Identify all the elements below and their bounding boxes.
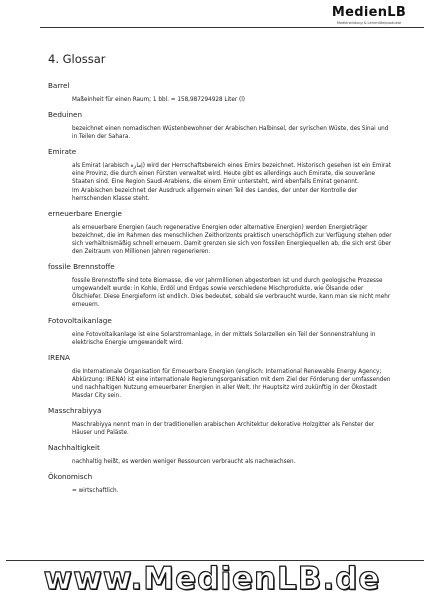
definition-text: = wirtschaftlich.	[72, 488, 119, 495]
glossary-term-fotovoltaikanlage: Fotovoltaikanlage	[48, 315, 112, 325]
definition-text: die Internationale Organisation für Erneuerbare Energien (englisch: International Renewable Energy Agency; Abkürzung: IRENA) ist eine internationale Regierungsorganisation mit dem Ziel der Förderung der umfassenden und nachhaltigen Nutzung erneuerbarer Energien in aller Welt. Ihr Hauptsitz wird zukünftig in der Ökostadt Masdar City sein.	[72, 368, 391, 399]
definition-text: fossile Brennstoffe sind tote Biomasse, die vor Jahrmillionen abgestorben ist und durch geologische Prozesse umgewandelt wurde: in Kohle, Erdöl und Erdgas sowie verschiedene Mischprodukte, wie Ölsande oder Ölschiefer. Diese Energieform ist endlich. Dies bedeutet, sobald sie verbraucht wurde, kann man sie nicht mehr erneuern.	[72, 278, 391, 309]
glossary-definition-irena	[72, 368, 392, 400]
glossary-definition-erneuerbare-energie	[72, 224, 392, 256]
glossary-term-fossile-brennstoffe: fossile Brennstoffe	[48, 262, 115, 272]
logo	[328, 6, 410, 26]
footer	[0, 562, 424, 600]
glossary	[48, 52, 392, 501]
glossary-term-oekonomisch: Ökonomisch	[48, 472, 93, 482]
glossary-definition-fotovoltaikanlage	[72, 331, 392, 347]
glossary-term-beduinen: Beduinen	[48, 110, 83, 120]
glossary-definition-fossile-brennstoffe	[72, 277, 392, 309]
glossary-term-nachhaltigkeit: Nachhaltigkeit	[48, 443, 100, 453]
definition-text: Maschrabiyya nennt man in der traditionellen arabischen Architektur dekorative Holzgitter als Fenster der Häuser und Paläste.	[72, 422, 375, 437]
glossary-term-masschrabiyya: Masschrabiyya	[48, 406, 102, 416]
definition-text: als Emirat (arabisch إمارة) wird der Herrschaftsbereich eines Emirs bezeichnet. Historisch gesehen ist ein Emirat eine Provinz, die durch einen Fürsten verwaltet wird. Heute gibt es allerdings auch Emirate, die souveräne Staaten sind. Eine Region Saudi-Arabiens, die einem Emir untersteht, wird ebenfalls Emirat genannt.	[72, 163, 391, 186]
definition-text: bezeichnet einen nomadischen Wüstenbewohner der Arabischen Halbinsel, der syrischen Wüste, des Sinai und in Teilen der Sahara.	[72, 126, 389, 141]
page-title: 4. Glossar	[48, 52, 106, 66]
glossary-definition-masschrabiyya	[72, 421, 392, 437]
glossary-definition-nachhaltigkeit	[72, 458, 392, 466]
footer-divider	[6, 560, 424, 561]
definition-text: Im Arabischen bezeichnet der Ausdruck allgemein einen Teil des Landes, der unter der Kontrolle der herrschenden Klasse steht.	[72, 187, 358, 202]
footer-website: www.MedienLB.de	[43, 562, 381, 597]
glossary-term-emirate: Emirate	[48, 147, 77, 157]
logo-text: MedienLB	[331, 5, 407, 20]
glossary-term-barrel: Barrel	[48, 81, 70, 90]
definition-text: als erneuerbare Energien (auch regenerative Energien oder alternative Energien) werden Energieträger bezeichnet, die im Rahmen des menschlichen Zeithorizonts praktisch unerschöpflich zur Verfügung stehen oder sich verhältnismäßig schnell erneuern. Damit grenzen sie sich von fossilen Energiequellen ab, die sich erst über den Zeitraum von Millionen Jahren regenerieren.	[72, 224, 392, 256]
glossary-term-irena: IRENA	[48, 352, 70, 362]
definition-text: Maßeinheit für einen Raum; 1 bbl. = 158,987294928 Liter (l)	[72, 97, 246, 103]
glossary-definition-beduinen	[72, 125, 392, 141]
glossary-definition-barrel	[72, 96, 392, 104]
glossary-definition-emirate	[72, 162, 392, 202]
logo-tagline: Medienbildung & Lehrmittelprodukte	[336, 21, 402, 25]
glossary-definition-oekonomisch	[72, 487, 392, 495]
header-divider	[40, 27, 424, 28]
glossary-term-erneuerbare-energie: erneuerbare Energie	[48, 208, 122, 218]
definition-text: eine Fotovoltaikanlage ist eine Solarstromanlage, in der mittels Solarzellen ein Teil der Sonnenstrahlung in elektrische Energie umgewandelt wird.	[72, 331, 376, 346]
definition-text: nachhaltig heißt, es werden weniger Ressourcen verbraucht als nachwachsen.	[72, 459, 296, 466]
